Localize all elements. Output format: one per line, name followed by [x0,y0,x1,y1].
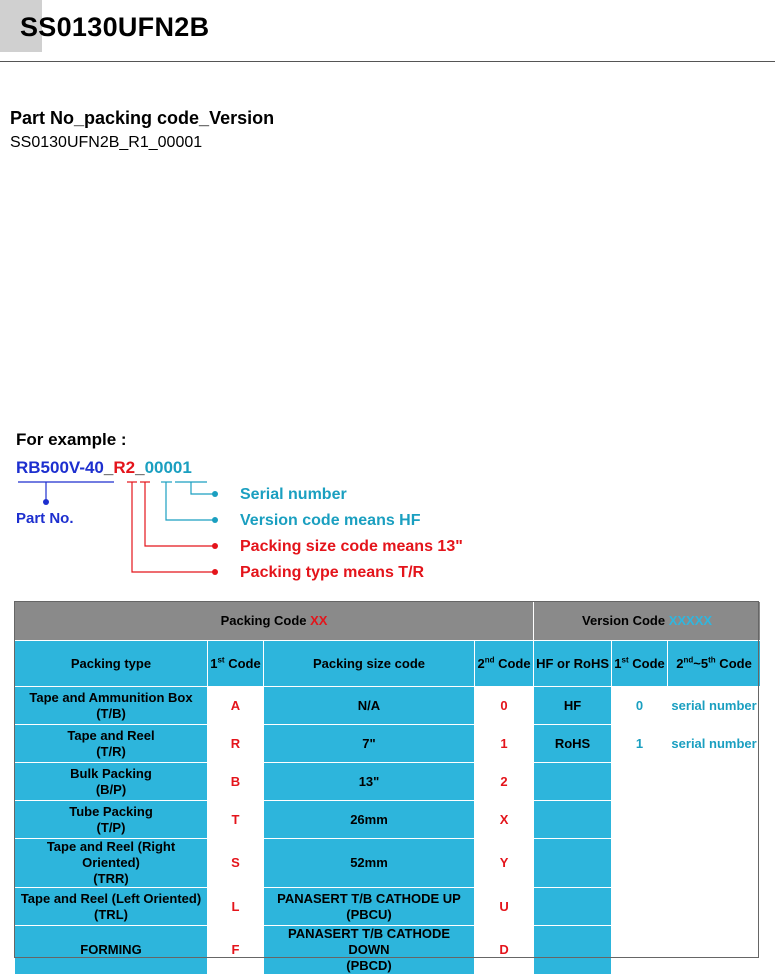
example-code-separator: _ [103,458,114,477]
table-row [15,839,761,888]
cell-second-code-text: D [499,942,509,957]
packing-type-dot [212,569,218,575]
cell-first-code [208,763,264,801]
v2-sup2: th [708,655,716,665]
example-heading: For example : [16,430,127,449]
cell-packing-type-text: (T/R) [96,743,126,759]
cell-version-rest-text: serial number [671,735,757,751]
table-group-header-row [15,602,761,641]
legend-packing-type: Packing type means T/R [240,564,425,581]
legend-packing-size: Packing size code means 13" [240,538,463,555]
cell-first-code [208,926,264,975]
cell-second-code [475,801,534,839]
cell-version-first [612,763,668,801]
table-column-header-row [15,641,761,687]
cell-packing-type-text: Tape and Reel (Right Oriented) [46,839,176,870]
cell-hf-rohs-text: HF [563,697,582,713]
cell-version-rest [668,926,761,975]
cell-packing-type [15,801,208,839]
version-dot [212,517,218,523]
second-code-sup: nd [484,655,495,665]
cell-version-rest [668,763,761,801]
cell-version-rest [668,888,761,926]
cell-packing-type-text: (TRR) [93,871,129,886]
legend-serial: Serial number [240,486,347,503]
cell-first-code [208,801,264,839]
cell-version-first [612,801,668,839]
cell-second-code-text: X [499,811,509,827]
example-code-separator: _ [135,458,145,477]
cell-hf-rohs [534,801,612,839]
cell-packing-size [264,763,475,801]
cell-packing-type [15,687,208,725]
cell-second-code-text: 1 [500,735,508,751]
cell-version-rest [668,725,761,763]
serial-connector [191,482,213,494]
first-code-num: 1 [210,655,218,671]
table-row [15,801,761,839]
cell-second-code [475,725,534,763]
cell-packing-type [15,763,208,801]
cell-packing-size [264,687,475,725]
col-header-version-rest [668,641,761,687]
legend-version: Version code means HF [240,512,421,529]
cell-packing-type-text: Bulk Packing [70,765,152,781]
cell-hf-rohs-text: RoHS [554,735,591,751]
cell-second-code [475,839,534,888]
cell-packing-size-text: PANASERT T/B CATHODE DOWN [287,926,451,957]
cell-second-code-text: U [499,898,509,914]
cell-version-first-text: 1 [635,735,644,751]
cell-packing-size [264,725,475,763]
cell-hf-rohs [534,839,612,888]
table-row [15,725,761,763]
cell-packing-size [264,801,475,839]
cell-version-first-text: 0 [635,697,644,713]
version-code-group-label: Version Code [582,613,669,628]
example-code-part: RB500V-40 [16,458,104,477]
cell-hf-rohs [534,926,612,975]
packing-code-group-suffix: XX [310,613,328,628]
cell-first-code-text: A [230,697,241,713]
v2-mid: ~5 [693,655,709,671]
version-code-group-suffix: XXXXX [668,613,713,628]
col-header-packing-size: Packing size code [264,641,475,687]
cell-packing-size-text: 26mm [350,811,388,827]
packing-code-table [14,601,761,975]
cell-version-rest [668,801,761,839]
cell-hf-rohs [534,888,612,926]
cell-packing-type [15,888,208,926]
cell-second-code [475,763,534,801]
cell-first-code-text: T [231,811,240,827]
v1-label: Code [628,655,665,671]
cell-packing-size-text: (PBCU) [346,906,392,922]
cell-packing-size [264,839,475,888]
cell-version-first [612,839,668,888]
table-row [15,687,761,725]
cell-packing-type-text: FORMING [80,942,142,957]
packing-code-group-label: Packing Code [220,613,311,628]
cell-first-code [208,888,264,926]
cell-hf-rohs [534,687,612,725]
cell-packing-type-text: Tube Packing [69,803,153,819]
cell-packing-type-text: (B/P) [95,781,127,797]
cell-packing-type-text: (T/P) [96,819,126,835]
cell-packing-size [264,926,475,975]
cell-packing-size-text: (PBCD) [346,958,392,973]
example-code-packing: R2 [113,458,136,477]
cell-second-code [475,926,534,975]
cell-packing-type-text: (T/B) [96,705,126,721]
part-format-value: SS0130UFN2B_R1_00001 [10,134,203,151]
v1-num: 1 [614,655,622,671]
col-header-first-code [208,641,264,687]
cell-first-code [208,725,264,763]
cell-version-first [612,687,668,725]
cell-packing-size-text: 13" [358,773,380,789]
first-code-label: Code [224,655,261,671]
cell-second-code [475,687,534,725]
v1-sup: st [621,655,629,665]
cell-packing-type-text: (TRL) [94,906,128,922]
cell-packing-size-text: N/A [357,697,381,713]
cell-packing-type [15,926,208,975]
part-format-heading: Part No_packing code_Version [10,108,275,128]
second-code-label: Code [494,655,531,671]
cell-second-code-text: Y [499,855,509,870]
cell-first-code [208,687,264,725]
part-no-label: Part No. [16,510,74,527]
version-connector [166,482,213,520]
packing-size-dot [212,543,218,549]
packing-size-connector [145,482,213,546]
v2-label: Code [715,655,752,671]
cell-packing-type-text: Tape and Ammunition Box [29,689,193,705]
cell-first-code-text: L [231,898,240,914]
cell-first-code [208,839,264,888]
cell-version-rest [668,839,761,888]
part-dot [43,499,49,505]
cell-packing-type-text: Tape and Reel [67,727,155,743]
v2-num: 2 [676,655,684,671]
packing-type-connector [132,482,213,572]
table-row [15,888,761,926]
cell-version-rest [668,687,761,725]
cell-packing-size [264,888,475,926]
cell-packing-type-text: Tape and Reel (Left Oriented) [20,890,202,906]
cell-version-first [612,888,668,926]
version-code-group-header [534,602,761,641]
cell-first-code-text: B [230,773,241,789]
col-header-second-code [475,641,534,687]
example-code-version: 00001 [144,458,192,477]
cell-first-code-text: R [230,735,241,751]
cell-version-first [612,725,668,763]
cell-version-rest-text: serial number [671,697,757,713]
v2-sup: nd [683,655,694,665]
cell-second-code-text: 0 [500,697,508,713]
second-code-num: 2 [477,655,485,671]
packing-code-group-header [15,602,534,641]
cell-second-code [475,888,534,926]
table-row [15,763,761,801]
cell-second-code-text: 2 [500,773,508,789]
col-header-version-first [612,641,668,687]
first-code-sup: st [217,655,225,665]
table-row [15,926,761,975]
col-header-packing-type: Packing type [15,641,208,687]
cell-hf-rohs [534,763,612,801]
cell-first-code-text: F [231,942,240,957]
cell-packing-type [15,725,208,763]
serial-dot [212,491,218,497]
cell-packing-size-text: PANASERT T/B CATHODE UP [277,890,461,906]
col-header-hf-rohs: HF or RoHS [534,641,612,687]
cell-packing-size-text: 52mm [350,855,388,870]
cell-first-code-text: S [231,855,240,870]
cell-packing-type [15,839,208,888]
cell-packing-size-text: 7" [362,735,376,751]
page-title: SS0130UFN2B [20,12,210,42]
cell-hf-rohs [534,725,612,763]
cell-version-first [612,926,668,975]
